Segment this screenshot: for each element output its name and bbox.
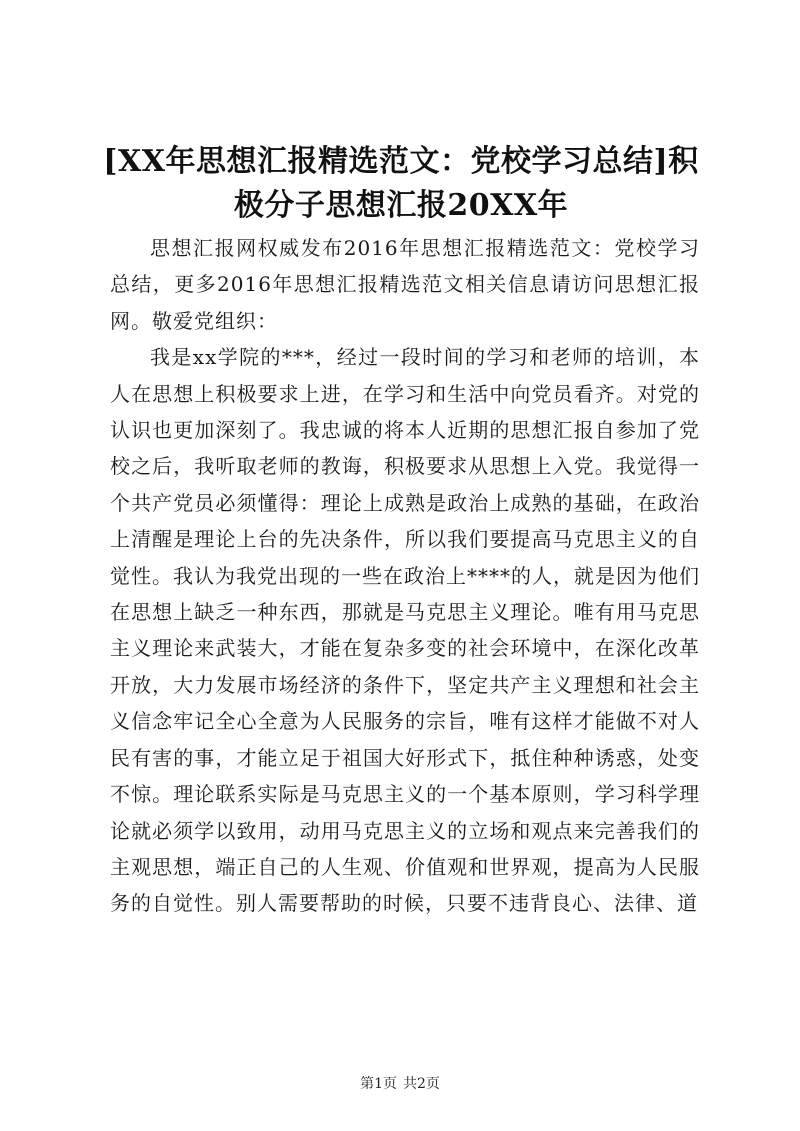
document-body — [110, 230, 700, 922]
page-footer — [0, 1075, 800, 1093]
page-total: 共2页 — [403, 1076, 440, 1092]
page-number: 第1页 — [360, 1076, 397, 1092]
document-title: [XX年思想汇报精选范文：党校学习总结]积极分子思想汇报20XX年 — [103, 144, 699, 223]
intro-paragraph: 思想汇报网权威发布2016年思想汇报精选范文：党校学习总结，更多2016年思想汇报精选范文相关信息请访问思想汇报网。敬爱党组织： — [110, 236, 700, 333]
body-paragraph: 我是xx学院的***，经过一段时间的学习和老师的培训，本人在思想上积极要求上进，在学习和生活中向党员看齐。对党的认识也更加深刻了。我忠诚的将本人近期的思想汇报自参加了党校之后，我听取老师的教诲，积极要求从思想上入党。我觉得一个共产党员必须懂得：理论上成熟是政治上成熟的基础，在政治上清醒是理论上台的先决条件，所以我们要提高马克思主义的自觉性。我认为我党出现的一些在政治上****的人，就是因为他们在思想上缺乏一种东西，那就是马克思主义理论。唯有用马克思主义理论来武装大，才能在复杂多变的社会环境中，在深化改革开放，大力发展市场经济的条件下，坚定共产主义理想和社会主义信念牢记全心全意为人民服务的宗旨，唯有这样才能做不对人民有害的事，才能立足于祖国大好形式下，抵住种种诱惑，处变不惊。理论联系实际是马克思主义的一个基本原则，学习科学理论就必须学以致用，动用马克思主义的立场和观点来完善我们的主观思想，端正自己的人生观、价值观和世界观，提高为人民服务的自觉性。别人需要帮助的时候，只要不违背良心、法律、道 — [110, 345, 700, 916]
